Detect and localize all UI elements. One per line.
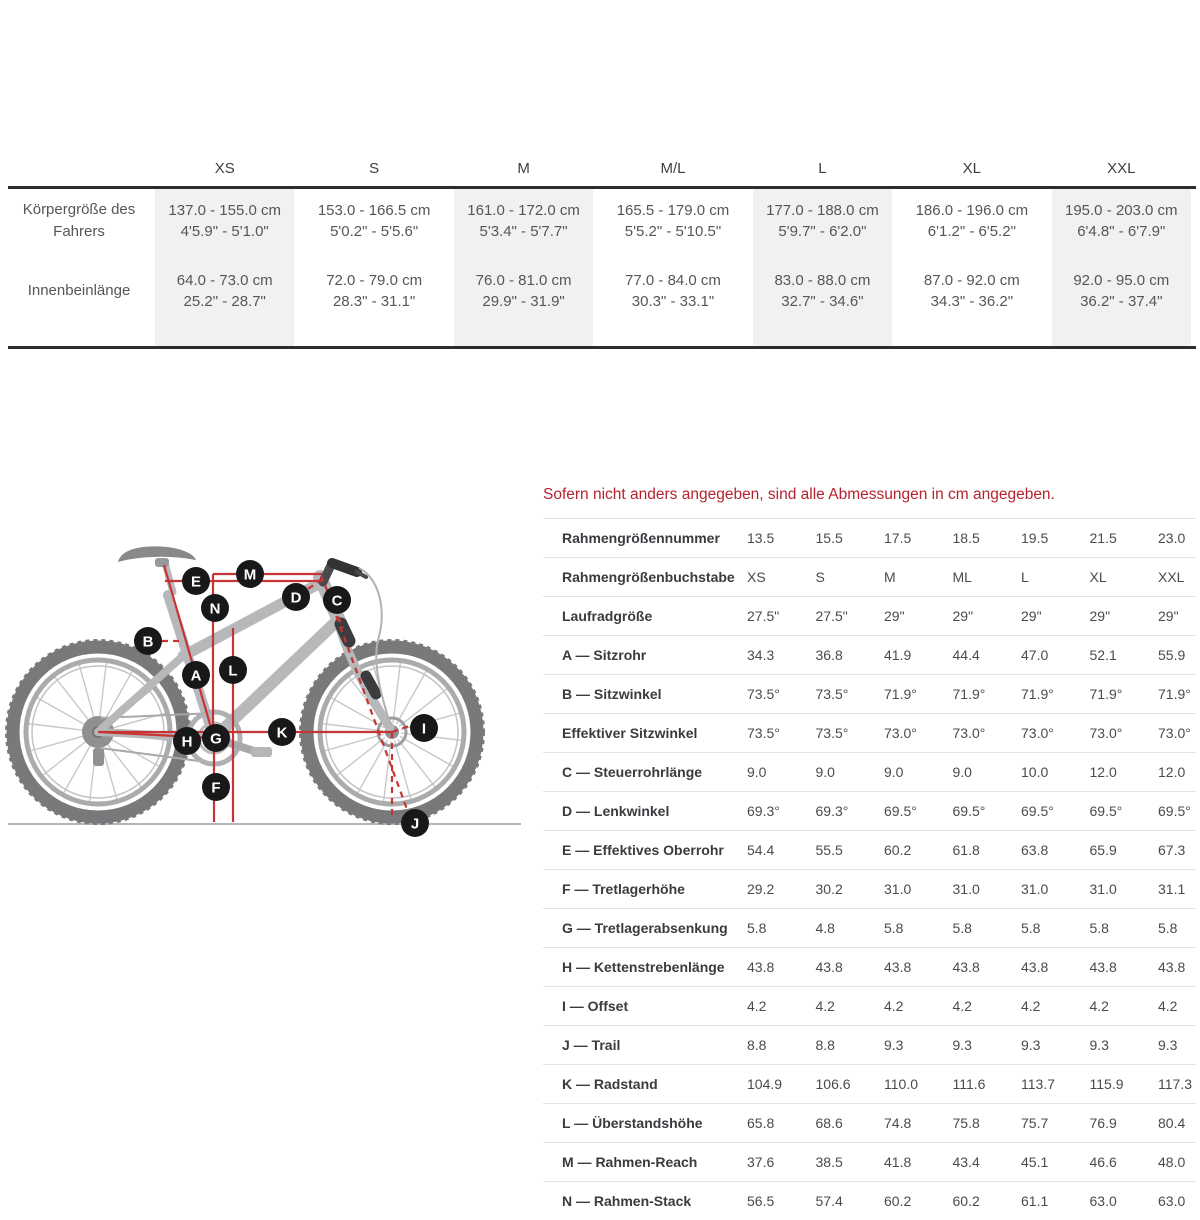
table-row — [543, 752, 1196, 791]
geometry-value: 54.4 — [747, 842, 775, 858]
geometry-value: 75.8 — [952, 1115, 980, 1131]
geometry-value: 43.8 — [1158, 959, 1186, 975]
rider-size-table — [8, 150, 1196, 349]
table-row — [8, 189, 1196, 253]
geometry-value: 43.8 — [747, 959, 775, 975]
geometry-value: 43.8 — [884, 959, 912, 975]
geometry-value: 73.0° — [1089, 725, 1123, 741]
size-value-inches: 32.7" - 34.6" — [781, 292, 864, 310]
geometry-value: 69.5° — [1021, 803, 1054, 819]
geometry-value: 47.0 — [1021, 647, 1049, 663]
geometry-row-label: D — Lenkwinkel — [562, 803, 670, 819]
geometry-value: 73.5° — [815, 686, 849, 702]
units-note: Sofern nicht anders angegeben, sind alle Abmessungen in cm angegeben. — [543, 486, 1055, 503]
size-value-cm: 76.0 - 81.0 cm — [475, 271, 572, 289]
table-row — [8, 253, 1196, 346]
badge-letter: M — [243, 566, 257, 584]
geometry-value: 43.8 — [1021, 959, 1049, 975]
size-column-header: S — [369, 159, 380, 177]
geometry-value: 19.5 — [1021, 530, 1049, 546]
geometry-value: 41.9 — [884, 647, 912, 663]
geometry-value: 61.1 — [1021, 1193, 1049, 1209]
pedal — [251, 747, 272, 757]
size-table-header — [8, 150, 1196, 186]
geometry-value: 111.6 — [952, 1076, 986, 1092]
badge-letter: E — [190, 573, 202, 591]
size-value-inches: 5'9.7" - 6'2.0" — [778, 223, 867, 240]
size-value-inches: 29.9" - 31.9" — [482, 292, 565, 310]
geometry-value: 9.3 — [1089, 1037, 1109, 1053]
geometry-value: 30.2 — [815, 881, 843, 897]
size-value-cm: 87.0 - 92.0 cm — [923, 271, 1020, 289]
geometry-value: 37.6 — [747, 1154, 775, 1170]
geometry-value: 12.0 — [1089, 764, 1117, 780]
seatpost — [165, 563, 173, 592]
geometry-value: M — [884, 569, 896, 585]
geometry-value: 13.5 — [747, 530, 775, 546]
size-cell — [299, 189, 448, 253]
badge-letter: B — [142, 633, 154, 651]
geometry-value: 8.8 — [747, 1037, 767, 1053]
size-cell — [299, 253, 448, 346]
geometry-value: 9.3 — [1158, 1037, 1178, 1053]
geometry-value: 23.0 — [1158, 530, 1186, 546]
geometry-value: 9.3 — [1021, 1037, 1041, 1053]
diagram-point-badge — [268, 718, 296, 746]
geometry-value: 5.8 — [884, 920, 904, 936]
badge-letter: J — [410, 815, 420, 833]
geometry-value: 12.0 — [1158, 764, 1186, 780]
size-cell — [150, 253, 299, 346]
table-row — [543, 869, 1196, 908]
geometry-value: 5.8 — [952, 920, 972, 936]
geometry-value: 4.2 — [952, 998, 972, 1014]
size-value-cm: 153.0 - 166.5 cm — [317, 202, 431, 219]
geometry-row-label: H — Kettenstrebenlänge — [562, 959, 725, 975]
size-value-cm: 83.0 - 88.0 cm — [774, 271, 871, 289]
diagram-point-badge — [182, 567, 210, 595]
table-row — [543, 947, 1196, 986]
size-value-inches: 25.2" - 28.7" — [183, 292, 266, 310]
geometry-value: 71.9° — [1089, 686, 1123, 702]
geometry-value: 71.9° — [884, 686, 917, 702]
geometry-value: 71.9° — [1158, 686, 1191, 702]
geometry-value: 61.8 — [952, 842, 980, 858]
size-value-cm: 186.0 - 196.0 cm — [915, 202, 1029, 219]
geometry-value: XXL — [1158, 569, 1185, 585]
geometry-value: 34.3 — [747, 647, 775, 663]
size-cell — [748, 189, 897, 253]
geometry-value: 31.0 — [1021, 881, 1049, 897]
geometry-row-label: Rahmengrößenbuchstabe — [562, 569, 735, 585]
geometry-value: 5.8 — [1158, 920, 1178, 936]
saddle-clamp — [155, 558, 169, 567]
geometry-row-label: G — Tretlagerabsenkung — [562, 920, 728, 936]
geometry-value: 31.0 — [952, 881, 980, 897]
geometry-value: 55.9 — [1158, 647, 1186, 663]
size-value-inches: 5'0.2" - 5'5.6" — [330, 223, 419, 240]
size-column-header: XL — [962, 159, 982, 177]
geometry-row-label: I — Offset — [562, 998, 629, 1014]
geometry-value: 113.7 — [1021, 1076, 1055, 1092]
geometry-value: 4.2 — [815, 998, 835, 1014]
geometry-value: 71.9° — [1021, 686, 1054, 702]
table-row — [543, 908, 1196, 947]
geometry-value: 9.3 — [952, 1037, 972, 1053]
geometry-value: 27.5" — [747, 608, 780, 624]
geometry-value: 73.0° — [952, 725, 986, 741]
size-value-cm: 92.0 - 95.0 cm — [1073, 271, 1170, 289]
geometry-value: 5.8 — [747, 920, 767, 936]
size-cell — [897, 189, 1046, 253]
badge-letter: N — [209, 600, 221, 618]
geometry-value: 69.3° — [815, 803, 849, 819]
geometry-value: 56.5 — [747, 1193, 775, 1209]
badge-letter: A — [190, 667, 202, 685]
geometry-value: S — [815, 569, 825, 585]
geometry-value: 29" — [1158, 608, 1179, 624]
size-value-inches: 5'3.4" - 5'7.7" — [479, 223, 568, 240]
table-row — [543, 986, 1196, 1025]
table-row — [543, 830, 1196, 869]
size-value-inches: 6'1.2" - 6'5.2" — [927, 223, 1016, 240]
size-cell — [449, 253, 598, 346]
geometry-value: 4.2 — [1158, 998, 1178, 1014]
geometry-value: 29" — [1089, 608, 1111, 624]
size-cell — [598, 253, 747, 346]
geometry-value: 15.5 — [815, 530, 843, 546]
size-value-inches: 5'5.2" - 5'10.5" — [624, 223, 722, 240]
geometry-value: 69.5° — [952, 803, 986, 819]
geometry-row-label: A — Sitzrohr — [562, 647, 647, 663]
diagram-point-badge — [173, 727, 201, 755]
table-row — [543, 635, 1196, 674]
size-cell — [897, 253, 1046, 346]
steering-axis-line — [325, 585, 412, 823]
geometry-value: 76.9 — [1089, 1115, 1117, 1131]
geometry-value: 73.0° — [1021, 725, 1054, 741]
geometry-value: 67.3 — [1158, 842, 1186, 858]
geometry-value: 69.5° — [884, 803, 917, 819]
geometry-row-label: M — Rahmen-Reach — [562, 1154, 698, 1170]
geometry-value: 57.4 — [815, 1193, 843, 1209]
geometry-value: 18.5 — [952, 530, 980, 546]
geometry-row-label: C — Steuerrohrlänge — [562, 764, 703, 780]
badge-letter: H — [181, 733, 193, 751]
size-column-header: XS — [214, 159, 235, 177]
geometry-row-label: L — Überstandshöhe — [562, 1115, 703, 1131]
geometry-value: 55.5 — [815, 842, 843, 858]
geometry-row-label: J — Trail — [562, 1037, 621, 1053]
geometry-value: 41.8 — [884, 1154, 912, 1170]
diagram-point-badge — [323, 586, 351, 614]
geometry-value: 4.2 — [747, 998, 767, 1014]
geometry-row-label: F — Tretlagerhöhe — [562, 881, 685, 897]
geometry-value: 69.5° — [1089, 803, 1123, 819]
geometry-value: 4.8 — [815, 920, 835, 936]
geometry-row-label: Effektiver Sitzwinkel — [562, 725, 698, 741]
size-column-header: L — [818, 159, 827, 177]
geometry-table — [543, 518, 1196, 1220]
geometry-value: 63.0 — [1158, 1193, 1186, 1209]
geometry-value: 73.0° — [1158, 725, 1191, 741]
diagram-point-badge — [219, 656, 247, 684]
table-row — [543, 1142, 1196, 1181]
size-value-cm: 72.0 - 79.0 cm — [326, 271, 423, 289]
geometry-value: 9.0 — [747, 764, 767, 780]
size-value-inches: 6'4.8" - 6'7.9" — [1077, 223, 1166, 240]
geometry-row-label: E — Effektives Oberrohr — [562, 842, 724, 858]
diagram-point-badge — [134, 627, 162, 655]
geometry-value: 117.3 — [1158, 1076, 1192, 1092]
size-column-header: XXL — [1107, 159, 1136, 177]
geometry-value: 74.8 — [884, 1115, 912, 1131]
size-value-cm: 64.0 - 73.0 cm — [176, 271, 273, 289]
geometry-value: 21.5 — [1089, 530, 1117, 546]
size-row-label: Innenbeinlänge — [27, 281, 131, 299]
geometry-value: 63.8 — [1021, 842, 1049, 858]
geometry-value: 60.2 — [952, 1193, 980, 1209]
geometry-value: XL — [1089, 569, 1107, 585]
geometry-value: 27.5" — [815, 608, 848, 624]
geometry-value: 43.8 — [815, 959, 843, 975]
geometry-row-label: B — Sitzwinkel — [562, 686, 662, 702]
table-row — [543, 674, 1196, 713]
badge-letter: L — [228, 662, 238, 680]
size-value-cm: 165.5 - 179.0 cm — [616, 202, 730, 219]
table-row — [543, 1103, 1196, 1142]
size-column-header: M/L — [660, 159, 686, 177]
diagram-point-badge — [202, 773, 230, 801]
table-row — [543, 1064, 1196, 1103]
geometry-value: 110.0 — [884, 1076, 918, 1092]
table-row — [543, 713, 1196, 752]
geometry-value: 17.5 — [884, 530, 912, 546]
geometry-value: 29" — [884, 608, 905, 624]
geometry-value: 104.9 — [747, 1076, 783, 1092]
size-value-cm: 137.0 - 155.0 cm — [168, 202, 281, 219]
size-table-bottom-border — [8, 346, 1196, 349]
geometry-value: 29" — [952, 608, 974, 624]
table-row — [543, 596, 1196, 635]
geometry-value: 60.2 — [884, 1193, 912, 1209]
handlebar — [332, 563, 357, 572]
geometry-value: 52.1 — [1089, 647, 1117, 663]
geometry-value: 4.2 — [884, 998, 904, 1014]
geometry-value: 106.6 — [815, 1076, 851, 1092]
size-cell — [150, 189, 299, 253]
badge-letter: F — [211, 779, 221, 797]
size-cell — [1047, 253, 1196, 346]
geometry-value: 44.4 — [952, 647, 980, 663]
size-cell — [1047, 189, 1196, 253]
geometry-value: 73.5° — [815, 725, 849, 741]
table-row — [543, 518, 1196, 557]
size-value-inches: 28.3" - 31.1" — [332, 292, 416, 310]
geometry-row-label: Laufradgröße — [562, 608, 653, 624]
size-value-cm: 177.0 - 188.0 cm — [766, 202, 879, 219]
diagram-point-badge — [182, 661, 210, 689]
geometry-value: 5.8 — [1089, 920, 1109, 936]
diagram-point-badge — [236, 560, 264, 588]
geometry-value: 43.8 — [1089, 959, 1117, 975]
geometry-value: 43.8 — [952, 959, 980, 975]
table-row — [543, 557, 1196, 596]
size-value-cm: 161.0 - 172.0 cm — [467, 202, 580, 219]
geometry-value: 4.2 — [1089, 998, 1109, 1014]
badge-letter: K — [276, 724, 288, 742]
geometry-value: 43.4 — [952, 1154, 980, 1170]
geometry-value: 31.0 — [1089, 881, 1117, 897]
geometry-value: 69.5° — [1158, 803, 1191, 819]
geometry-value: 45.1 — [1021, 1154, 1049, 1170]
geometry-value: 73.5° — [747, 725, 780, 741]
geometry-value: 46.6 — [1089, 1154, 1117, 1170]
table-row — [543, 791, 1196, 830]
badge-letter: C — [331, 592, 343, 610]
diagram-point-badge — [201, 594, 229, 622]
size-cell — [598, 189, 747, 253]
geometry-value: 36.8 — [815, 647, 843, 663]
geometry-value: 8.8 — [815, 1037, 835, 1053]
table-row — [543, 1181, 1196, 1220]
size-cell — [449, 189, 598, 253]
badge-letter: D — [290, 589, 302, 607]
diagram-point-badge — [401, 809, 429, 837]
size-column-header: M — [517, 159, 530, 177]
geometry-value: 4.2 — [1021, 998, 1041, 1014]
geometry-value: ML — [952, 569, 972, 585]
geometry-value: 73.5° — [747, 686, 780, 702]
geometry-value: 9.0 — [815, 764, 835, 780]
size-value-cm: 77.0 - 84.0 cm — [625, 271, 721, 289]
size-value-cm: 195.0 - 203.0 cm — [1064, 202, 1178, 219]
diagram-point-badge — [410, 714, 438, 742]
rear-derailleur — [93, 748, 104, 766]
geometry-value: 71.9° — [952, 686, 986, 702]
geometry-value: 31.0 — [884, 881, 912, 897]
geometry-value: 65.9 — [1089, 842, 1117, 858]
geometry-value: 60.2 — [884, 842, 912, 858]
geometry-value: 9.0 — [884, 764, 904, 780]
size-value-inches: 30.3" - 33.1" — [631, 292, 715, 310]
geometry-value: 65.8 — [747, 1115, 775, 1131]
diagram-point-badge — [282, 583, 310, 611]
size-value-inches: 4'5.9" - 5'1.0" — [180, 223, 269, 240]
geometry-value: 29.2 — [747, 881, 775, 897]
geometry-value: 5.8 — [1021, 920, 1041, 936]
geometry-row-label: Rahmengrößennummer — [562, 530, 720, 546]
table-row — [543, 1025, 1196, 1064]
size-row-label: Körpergröße des Fahrers — [22, 201, 136, 240]
size-value-inches: 34.3" - 36.2" — [930, 292, 1014, 310]
geometry-value: 31.1 — [1158, 881, 1186, 897]
geometry-value: 63.0 — [1089, 1193, 1117, 1209]
size-cell — [748, 253, 897, 346]
geometry-row-label: K — Radstand — [562, 1076, 658, 1092]
geometry-value: 10.0 — [1021, 764, 1049, 780]
geometry-value: 75.7 — [1021, 1115, 1049, 1131]
geometry-value: 48.0 — [1158, 1154, 1186, 1170]
geometry-value: L — [1021, 569, 1029, 585]
geometry-value: 38.5 — [815, 1154, 843, 1170]
bike-geometry-diagram — [5, 460, 525, 840]
geometry-value: 80.4 — [1158, 1115, 1186, 1131]
geometry-value: 69.3° — [747, 803, 780, 819]
geometry-value: XS — [747, 569, 766, 585]
geometry-value: 68.6 — [815, 1115, 843, 1131]
geometry-value: 9.0 — [952, 764, 972, 780]
geometry-row-label: N — Rahmen-Stack — [562, 1193, 692, 1209]
geometry-value: 115.9 — [1089, 1076, 1124, 1092]
badge-letter: I — [421, 720, 427, 738]
geometry-value: 29" — [1021, 608, 1042, 624]
geometry-value: 9.3 — [884, 1037, 904, 1053]
size-value-inches: 36.2" - 37.4" — [1080, 292, 1163, 310]
diagram-point-badge — [202, 724, 230, 752]
geometry-value: 73.0° — [884, 725, 917, 741]
badge-letter: G — [210, 730, 222, 748]
